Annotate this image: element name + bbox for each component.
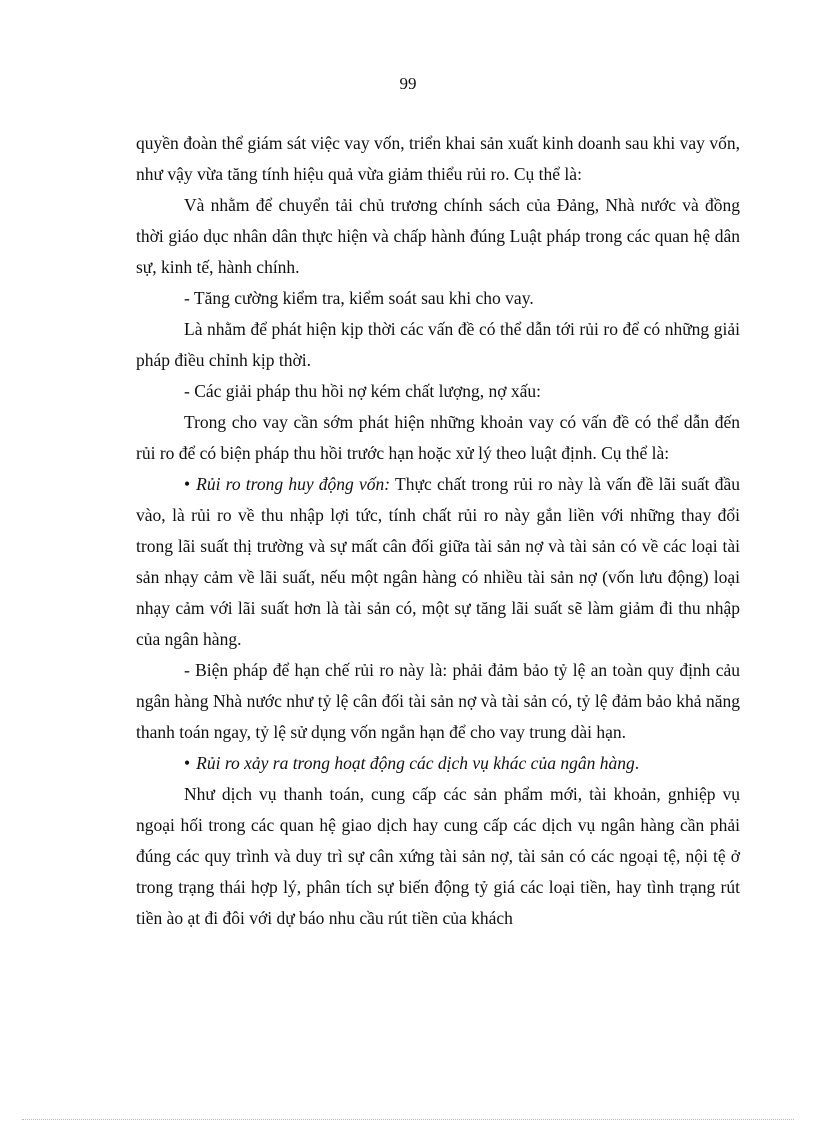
document-body <box>136 128 740 934</box>
page-bottom-divider <box>22 1119 794 1120</box>
bullet-services-risk <box>136 748 740 779</box>
bullet-icon: • <box>184 474 191 494</box>
paragraph-services: Như dịch vụ thanh toán, cung cấp các sản phẩm mới, tài khoản, gnhiệp vụ ngoại hối trong các quan hệ giao dịch hay cung cấp các dịch vụ ngân hàng cần phải đúng các quy trình và duy trì sự cân xứng tài sản nợ, tài sản có các ngoại tệ, nội tệ ở trong trạng thái hợp lý, phân tích sự biến động tỷ giá các loại tiền, hay tình trạng rút tiền ào ạt đi đôi với dự báo nhu cầu rút tiền của khách <box>136 784 740 928</box>
bullet-text: Thực chất trong rủi ro này là vấn đề lãi suất đầu vào, là rủi ro về thu nhập lợi tức, tính chất rủi ro này gắn liền với những thay đổi trong lãi suất thị trường và sự mất cân đối giữa tài sản nợ và tài sản có về các loại tài sản nhạy cảm về lãi suất, nếu một ngân hàng có nhiều tài sản nợ (vốn lưu động) loại nhạy cảm với lãi suất hơn là tài sản có, một sự tăng lãi suất sẽ làm giảm đi thu nhập của ngân hàng. <box>136 474 740 649</box>
bullet-end: . <box>634 753 640 773</box>
page-number: 99 <box>399 74 417 93</box>
paragraph-policy: Và nhằm để chuyển tải chủ trương chính sách của Đảng, Nhà nước và đồng thời giáo dục nhân dân thực hiện và chấp hành đúng Luật pháp trong các quan hệ dân sự, kinh tế, hành chính. <box>136 195 740 277</box>
paragraph-measures: - Biện pháp để hạn chế rủi ro này là: phải đảm bảo tỷ lệ an toàn quy định cảu ngân hàng Nhà nước như tỷ lệ cân đối tài sản nợ và tài sản có, tỷ lệ đảm bảo khả năng thanh toán ngay, tỷ lệ sử dụng vốn ngắn hạn để cho vay trung dài hạn. <box>136 660 740 742</box>
bullet-funding-risk <box>136 469 740 655</box>
bullet-icon: • <box>184 753 191 773</box>
heading-debt-recovery: - Các giải pháp thu hồi nợ kém chất lượng, nợ xấu: <box>184 381 542 401</box>
paragraph-inspection: Là nhằm để phát hiện kịp thời các vấn đề có thể dẫn tới rủi ro để có những giải pháp điều chỉnh kịp thời. <box>136 319 740 370</box>
heading-inspection: - Tăng cường kiểm tra, kiểm soát sau khi cho vay. <box>184 288 534 308</box>
bullet-title: Rủi ro trong huy động vốn: <box>196 474 391 494</box>
paragraph-continuation: quyền đoàn thể giám sát việc vay vốn, triển khai sản xuất kinh doanh sau khi vay vốn, như vậy vừa tăng tính hiệu quả vừa giảm thiểu rủi ro. Cụ thể là: <box>136 133 740 184</box>
paragraph-debt-recovery: Trong cho vay cần sớm phát hiện những khoản vay có vấn đề có thể dẫn đến rủi ro để có biện pháp thu hồi trước hạn hoặc xử lý theo luật định. Cụ thể là: <box>136 412 740 463</box>
bullet-title: Rủi ro xảy ra trong hoạt động các dịch vụ khác của ngân hàng <box>196 753 635 773</box>
